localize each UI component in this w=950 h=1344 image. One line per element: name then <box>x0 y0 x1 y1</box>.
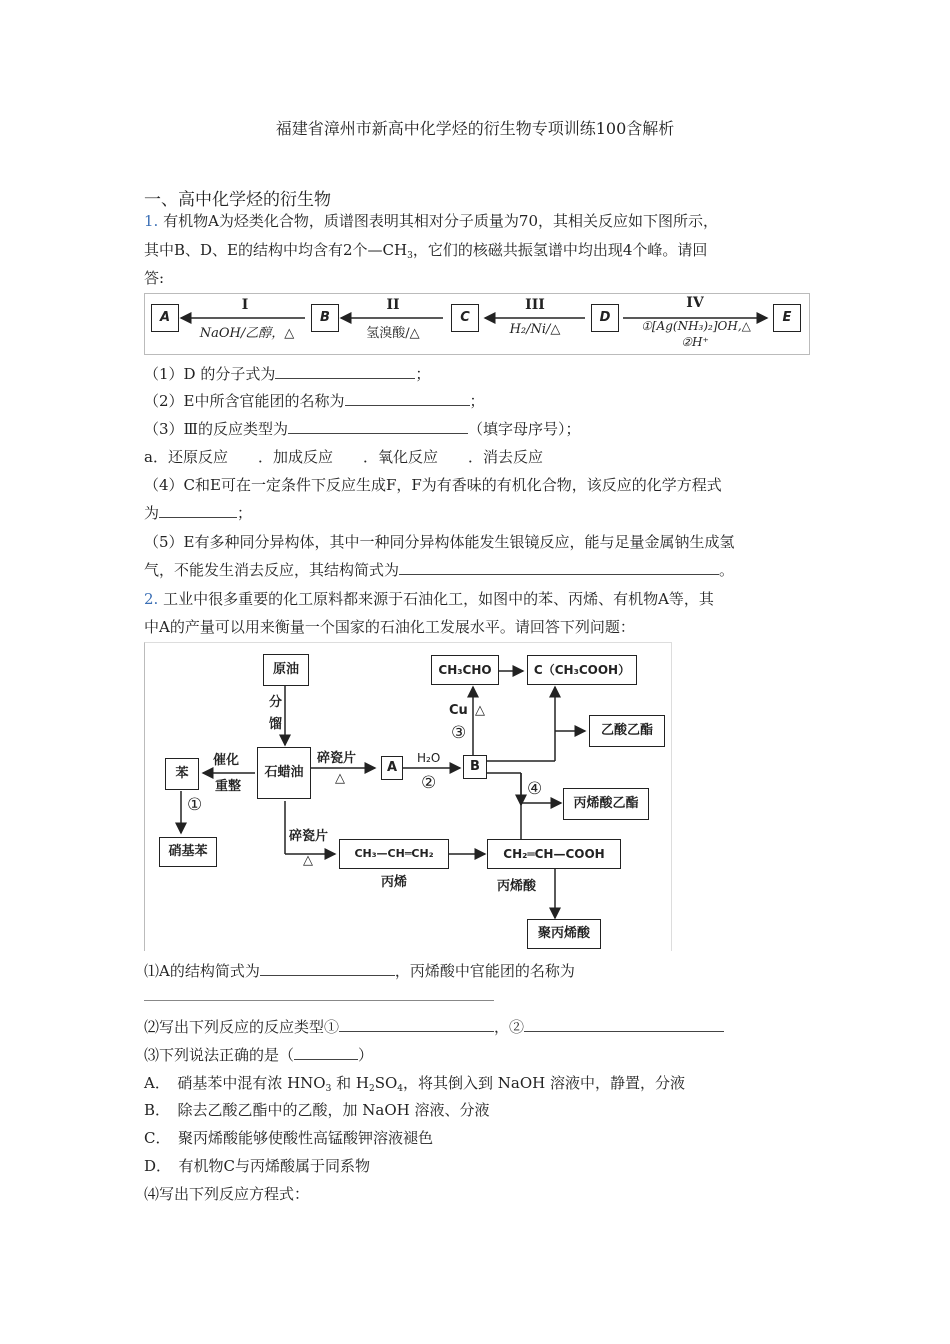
q2-option-a-sub3: 4 <box>397 1084 404 1094</box>
q1-part2 <box>144 391 485 411</box>
step-IV-cond2: ②H⁺ <box>681 335 709 349</box>
step-I-label: I <box>241 297 249 313</box>
label-porcelain-2: 碎瓷片 <box>289 829 329 844</box>
q2-part3-text-a: ⑶下列说法正确的是（ <box>144 1046 295 1064</box>
q2-part2-text-a: ⑵写出下列反应的反应类型① <box>144 1018 340 1036</box>
q1-part4-text: 为 <box>144 504 160 522</box>
answer-blank[interactable] <box>260 961 395 976</box>
step-III-label: III <box>525 297 545 313</box>
label-delta-1: △ <box>335 771 345 786</box>
q1-stem-sub: 3 <box>407 251 413 261</box>
label-step-1: ① <box>187 795 203 815</box>
q1-part4-line2 <box>144 503 252 523</box>
label-cu: Cu <box>449 703 468 718</box>
answer-blank[interactable] <box>345 391 470 406</box>
q1-stem-line2 <box>144 240 707 266</box>
label-liu: 馏 <box>269 717 283 732</box>
q1-part1 <box>144 364 430 384</box>
label-catalytic-1: 催化 <box>213 753 240 768</box>
q1-number: 1. <box>144 212 159 230</box>
q2-option-a-sub1: 3 <box>325 1084 332 1094</box>
q2-stem-line1 <box>144 589 714 609</box>
q1-part5-line1: （5）E有多种同分异构体，其中一种同分异构体能发生银镜反应，能与足量金属钠生成氢 <box>144 533 735 551</box>
answer-blank[interactable] <box>399 560 719 575</box>
q1-part5-text: 气，不能发生消去反应，其结构简式为 <box>144 561 400 579</box>
node-nitrobenzene: 硝基苯 <box>159 837 217 867</box>
q1-part2-end: ； <box>469 392 485 410</box>
label-step-3: ③ <box>451 723 467 743</box>
node-ethyl-acetate: 乙酸乙酯 <box>589 715 665 747</box>
q1-part3 <box>144 419 581 439</box>
label-propene: 丙烯 <box>381 875 408 890</box>
q2-flow-diagram <box>144 642 672 951</box>
label-acrylic-acid: 丙烯酸 <box>497 879 537 894</box>
node-A: A <box>151 304 179 332</box>
step-I-cond: NaOH/乙醇，△ <box>199 326 295 341</box>
answer-blank-long[interactable] <box>144 1000 494 1001</box>
q1-part4-line1: （4）C和E可在一定条件下反应生成F，F为有香味的有机化合物，该反应的化学方程式 <box>144 476 722 494</box>
node-C: C <box>451 304 479 332</box>
q2-part3 <box>144 1045 373 1065</box>
node-acetic-acid: C（CH₃COOH） <box>527 655 637 685</box>
q1-part5-end: 。 <box>719 561 735 579</box>
label-catalytic-2: 重整 <box>215 779 242 794</box>
q2-option-a <box>144 1073 685 1099</box>
answer-blank[interactable] <box>294 1045 358 1060</box>
q1-part1-end: ； <box>415 365 431 383</box>
q2-part2-text-b: ，② <box>494 1018 525 1036</box>
label-delta-3: △ <box>303 853 313 868</box>
q1-part5-line2 <box>144 560 734 580</box>
label-fen: 分 <box>269 695 283 710</box>
step-III-cond: H₂/Ni/△ <box>509 322 561 337</box>
label-step-2: ② <box>421 773 437 793</box>
answer-blank[interactable] <box>159 503 237 518</box>
q2-stem-text1: 工业中很多重要的化工原料都来源于石油化工，如图中的苯、丙烯、有机物A等，其 <box>163 590 714 608</box>
q1-stem-text1: 有机物A为烃类化合物，质谱图表明其相对分子质量为70，其相关反应如下图所示， <box>163 212 719 230</box>
q2-option-d: D． 有机物C与丙烯酸属于同系物 <box>144 1157 371 1175</box>
q2-option-b: B． 除去乙酸乙酯中的乙酸，加 NaOH 溶液、分液 <box>144 1101 490 1119</box>
label-step-4: ④ <box>527 779 543 799</box>
node-benzene: 苯 <box>165 758 199 790</box>
q1-stem-text2b: ，它们的核磁共振氢谱中均出现4个峰。请回 <box>412 241 708 259</box>
q1-reaction-scheme <box>144 293 810 355</box>
page-title: 福建省漳州市新高中化学烃的衍生物专项训练100含解析 <box>275 119 675 138</box>
q1-part1-text: （1）D 的分子式为 <box>144 365 276 383</box>
label-delta-2: △ <box>475 703 485 718</box>
label-water: H₂O <box>417 751 441 765</box>
q2-option-a-text3: SO <box>374 1074 398 1092</box>
node-paraffin-oil: 石蜡油 <box>257 747 311 799</box>
step-IV-label: IV <box>686 295 704 311</box>
node-ethyl-acrylate: 丙烯酸乙酯 <box>563 788 649 820</box>
q1-part3-text: （3）Ⅲ的反应类型为 <box>144 420 289 438</box>
node-D: D <box>591 304 619 332</box>
node-E: E <box>773 304 801 332</box>
step-II-label: II <box>386 297 400 313</box>
q2-part1 <box>144 961 575 981</box>
q1-part3-end: （填字母序号）； <box>468 420 581 438</box>
q2-option-a-text4: ，将其倒入到 NaOH 溶液中，静置，分液 <box>403 1074 685 1092</box>
label-porcelain-1: 碎瓷片 <box>317 751 357 766</box>
q2-option-c: C． 聚丙烯酸能够使酸性高锰酸钾溶液褪色 <box>144 1129 433 1147</box>
q2-part2 <box>144 1017 724 1037</box>
node-acetaldehyde: CH₃CHO <box>431 655 499 685</box>
answer-blank[interactable] <box>288 419 468 434</box>
section-heading: 一、高中化学烃的衍生物 <box>144 190 331 210</box>
node-B: B <box>463 755 487 779</box>
q1-stem-text2a: 其中B、D、E的结构中均含有2个—CH <box>144 241 408 259</box>
node-B: B <box>311 304 339 332</box>
q1-part4-end: ； <box>237 504 253 522</box>
answer-blank[interactable] <box>275 364 415 379</box>
node-crude-oil: 原油 <box>263 654 309 686</box>
q2-part4: ⑷写出下列反应方程式： <box>144 1185 310 1203</box>
q2-option-a-text2: 和 H <box>331 1074 369 1092</box>
q2-part1-text-b: ，丙烯酸中官能团的名称为 <box>394 962 575 980</box>
q1-options: a．还原反应 ．加成反应 ．氧化反应 ．消去反应 <box>144 448 543 466</box>
q2-option-a-text1: A． 硝基苯中混有浓 HNO <box>144 1074 326 1092</box>
q2-stem-line2: 中A的产量可以用来衡量一个国家的石油化工发展水平。请回答下列问题： <box>144 618 635 636</box>
q2-number: 2. <box>144 590 159 608</box>
q1-stem-line1 <box>144 211 718 231</box>
q2-part1-text-a: ⑴A的结构简式为 <box>144 962 260 980</box>
answer-blank[interactable] <box>524 1017 724 1032</box>
q2-option-a-sub2: 2 <box>368 1084 375 1094</box>
step-II-cond: 氢溴酸/△ <box>366 326 420 341</box>
step-IV-cond1: ①[Ag(NH₃)₂]OH,△ <box>641 319 751 333</box>
q1-part2-text: （2）E中所含官能团的名称为 <box>144 392 345 410</box>
answer-blank[interactable] <box>339 1017 494 1032</box>
q1-stem-line3: 答: <box>144 269 165 287</box>
node-acrylic-acid: CH₂═CH—COOH <box>487 839 621 869</box>
q2-part3-text-b: ） <box>358 1046 374 1064</box>
node-polyacrylic-acid: 聚丙烯酸 <box>527 919 601 949</box>
node-A: A <box>381 756 403 780</box>
node-propene: CH₃—CH═CH₂ <box>339 839 449 869</box>
